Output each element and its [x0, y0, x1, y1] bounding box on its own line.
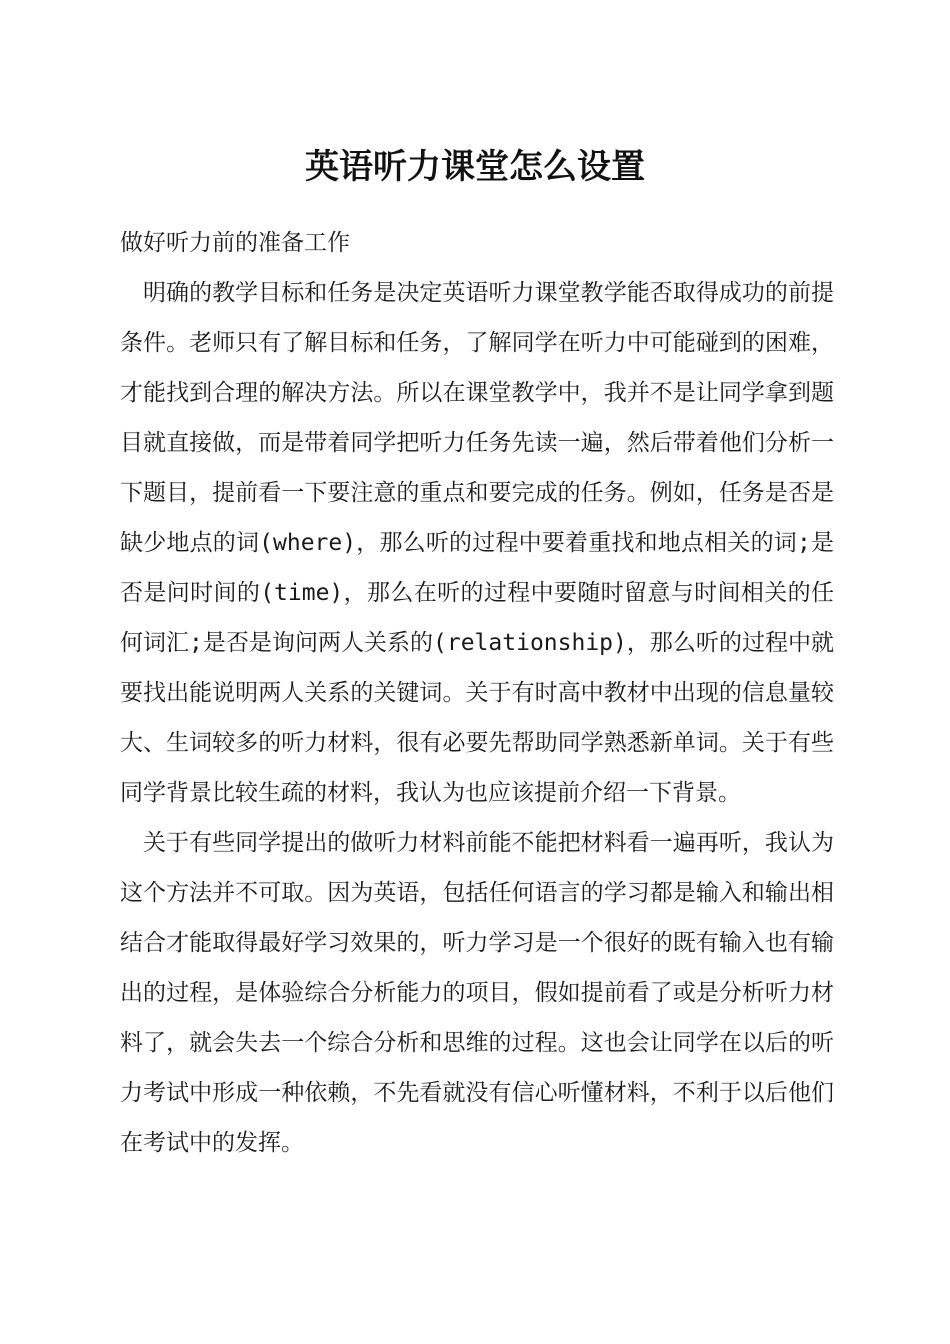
- paragraph-1: 明确的教学目标和任务是决定英语听力课堂教学能否取得成功的前提条件。老师只有了解目标和任务，了解同学在听力中可能碰到的困难，才能找到合理的解决方法。所以在课堂教学中，我并不是让同学拿到题目就直接做，而是带着同学把听力任务先读一遍，然后带着他们分析一下题目，提前看一下要注意的重点和要完成的任务。例如，任务是否是缺少地点的词(where)，那么听的过程中要着重找和地点相关的词;是否是问时间的(time)，那么在听的过程中要随时留意与时间相关的任何词汇;是否是询问两人关系的(relationship)，那么听的过程中就要找出能说明两人关系的关键词。关于有时高中教材中出现的信息量较大、生词较多的听力材料，很有必要先帮助同学熟悉新单词。关于有些同学背景比较生疏的材料，我认为也应该提前介绍一下背景。: [120, 280, 834, 806]
- paragraph-2: 关于有些同学提出的做听力材料前能不能把材料看一遍再听，我认为这个方法并不可取。因为英语，包括任何语言的学习都是输入和输出相结合才能取得最好学习效果的，听力学习是一个很好的既有输入也有输出的过程，是体验综合分析能力的项目，假如提前看了或是分析听力材料了，就会失去一个综合分析和思维的过程。这也会让同学在以后的听力考试中形成一种依赖，不先看就没有信心听懂材料，不利于以后他们在考试中的发挥。: [120, 830, 834, 1156]
- document-title: 英语听力课堂怎么设置: [305, 147, 645, 187]
- document-body: [120, 218, 834, 1168]
- section-heading: 做好听力前的准备工作: [120, 230, 350, 256]
